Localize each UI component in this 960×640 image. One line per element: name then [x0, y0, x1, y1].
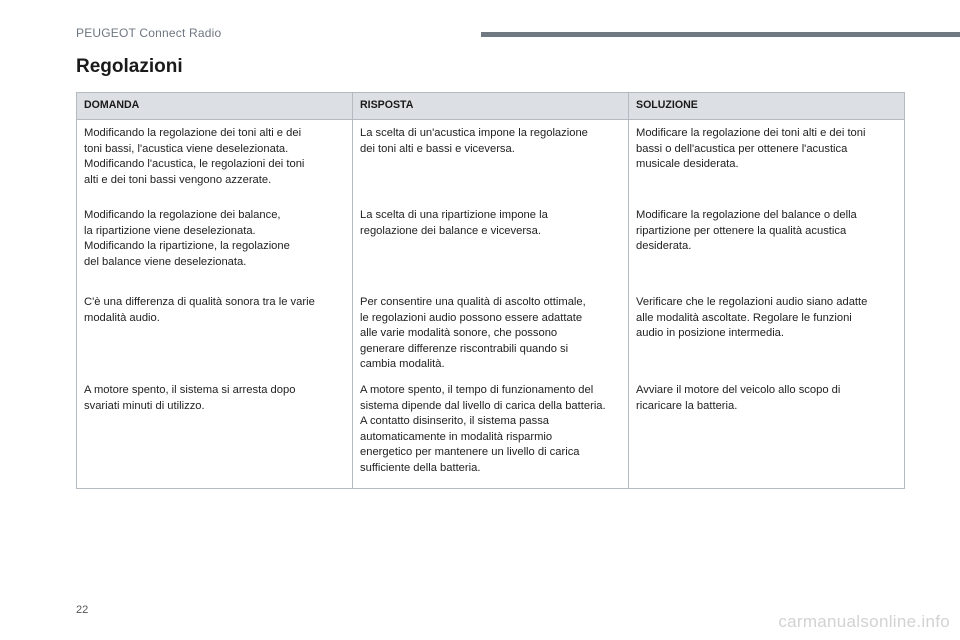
- watermark-text: carmanualsonline.info: [778, 612, 950, 631]
- cell-text-line: la ripartizione viene deselezionata.: [84, 224, 256, 237]
- cell-text-line: Modificando la regolazione dei toni alti e dei: [84, 127, 302, 139]
- cell-text-line: generare differenze riscontrabili quando si: [360, 342, 569, 355]
- cell-text-line: sufficiente della batteria.: [360, 461, 481, 474]
- cell-text-line: dei toni alti e bassi e viceversa.: [360, 142, 515, 155]
- cell-text-line: automaticamente in modalità risparmio: [360, 430, 553, 443]
- cell-text-line: A contatto disinserito, il sistema passa: [360, 415, 550, 427]
- cell-text-line: Modificando la regolazione dei balance,: [84, 209, 281, 221]
- table-cell-soluzione: [629, 289, 905, 377]
- header-divider-bar: [481, 32, 960, 37]
- cell-text-line: Modificare la regolazione dei toni alti e dei toni: [636, 127, 866, 139]
- manual-header-title: PEUGEOT Connect Radio: [76, 26, 222, 40]
- cell-text-line: sistema dipende dal livello di carica della batteria.: [360, 399, 606, 412]
- cell-text-line: alle modalità ascoltate. Regolare le funzioni: [636, 311, 852, 324]
- table-cell-soluzione: [629, 202, 905, 289]
- cell-text-line: toni bassi, l'acustica viene deselezionata.: [84, 142, 289, 155]
- cell-text-line: del balance viene deselezionata.: [84, 255, 247, 268]
- troubleshooting-table: [76, 92, 905, 489]
- table-cell-domanda: [77, 377, 353, 489]
- table-cell-risposta: [353, 202, 629, 289]
- cell-text-line: Per consentire una qualità di ascolto ottimale,: [360, 296, 586, 308]
- cell-text-line: energetico per mantenere un livello di carica: [360, 446, 580, 458]
- cell-text-line: La scelta di un'acustica impone la regolazione: [360, 127, 588, 139]
- table-cell-domanda: [77, 289, 353, 377]
- cell-text-line: La scelta di una ripartizione impone la: [360, 209, 548, 221]
- table-row: [77, 120, 905, 203]
- cell-text-line: modalità audio.: [84, 311, 160, 324]
- cell-text-line: ripartizione per ottenere la qualità acustica: [636, 224, 847, 237]
- cell-text-line: ricaricare la batteria.: [636, 399, 738, 412]
- column-header-domanda: DOMANDA: [77, 93, 353, 120]
- table-row: [77, 377, 905, 489]
- cell-text-line: svariati minuti di utilizzo.: [84, 399, 205, 412]
- cell-text-line: Modificare la regolazione del balance o della: [636, 209, 857, 221]
- column-header-soluzione: SOLUZIONE: [629, 93, 905, 120]
- table-cell-risposta: [353, 289, 629, 377]
- cell-text-line: A motore spento, il tempo di funzionamento del: [360, 384, 594, 396]
- table-row: [77, 202, 905, 289]
- cell-text-line: Modificando la ripartizione, la regolazione: [84, 240, 290, 252]
- cell-text-line: audio in posizione intermedia.: [636, 327, 785, 339]
- table-body: [77, 120, 905, 489]
- table-cell-domanda: [77, 202, 353, 289]
- table-cell-domanda: [77, 120, 353, 203]
- cell-text-line: Verificare che le regolazioni audio siano adatte: [636, 296, 868, 308]
- cell-text-line: desiderata.: [636, 240, 692, 252]
- cell-text-line: le regolazioni audio possono essere adattate: [360, 311, 583, 324]
- table-cell-soluzione: [629, 120, 905, 203]
- cell-text-line: Modificando l'acustica, le regolazioni dei toni: [84, 158, 305, 170]
- cell-text-line: bassi o dell'acustica per ottenere l'acustica: [636, 142, 848, 155]
- table-row: [77, 289, 905, 377]
- column-header-risposta: RISPOSTA: [353, 93, 629, 120]
- cell-text-line: Avviare il motore del veicolo allo scopo di: [636, 384, 841, 396]
- page-number: 22: [76, 604, 89, 616]
- table-cell-soluzione: [629, 377, 905, 489]
- cell-text-line: alti e dei toni bassi vengono azzerate.: [84, 173, 272, 186]
- cell-text-line: A motore spento, il sistema si arresta dopo: [84, 384, 296, 396]
- cell-text-line: regolazione dei balance e viceversa.: [360, 224, 541, 237]
- table-header-row: [77, 93, 905, 120]
- cell-text-line: musicale desiderata.: [636, 158, 739, 170]
- cell-text-line: alle varie modalità sonore, che possono: [360, 327, 558, 339]
- table-cell-risposta: [353, 377, 629, 489]
- section-title: Regolazioni: [76, 56, 183, 77]
- cell-text-line: C'è una differenza di qualità sonora tra le varie: [84, 296, 315, 308]
- table-cell-risposta: [353, 120, 629, 203]
- cell-text-line: cambia modalità.: [360, 358, 445, 370]
